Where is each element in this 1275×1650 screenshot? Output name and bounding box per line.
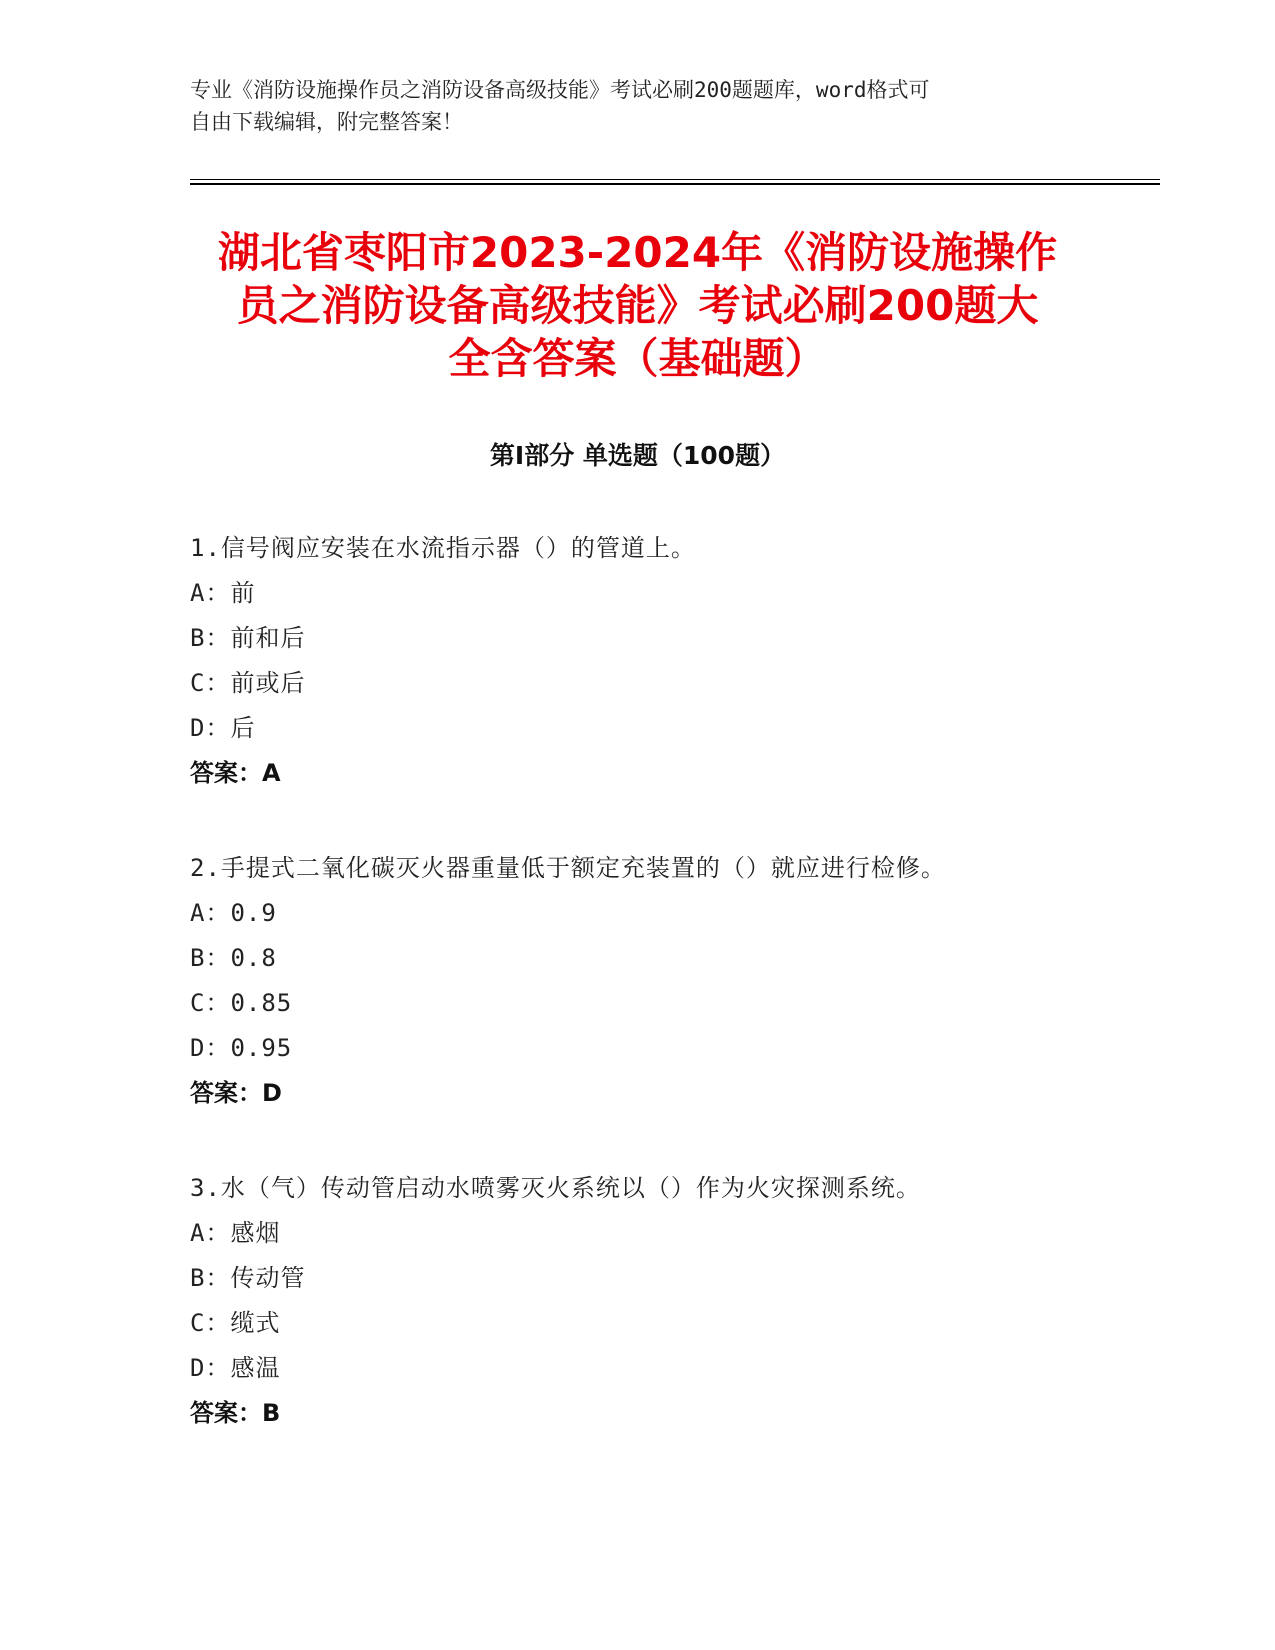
option-a: A：前: [190, 579, 256, 607]
question-2: [190, 852, 1090, 1109]
question-1: [190, 532, 1090, 789]
document-title-line-3: 全含答案（基础题）: [448, 334, 827, 383]
option-b: B：0.8: [190, 944, 277, 972]
document-title-line-1: 湖北省枣阳市2023-2024年《消防设施操作: [217, 228, 1058, 277]
header-note: [190, 74, 1070, 138]
option-d: D：后: [190, 714, 256, 742]
option-d: D：感温: [190, 1354, 281, 1382]
question-3: [190, 1172, 1090, 1429]
option-c: C：0.85: [190, 989, 293, 1017]
answer: 答案：A: [190, 759, 281, 787]
document-title-line-2: 员之消防设备高级技能》考试必刷200题大: [236, 281, 1039, 330]
option-a: A：0.9: [190, 899, 277, 927]
header-note-line-2: 自由下载编辑，附完整答案！: [190, 110, 463, 134]
option-c: C：缆式: [190, 1309, 281, 1337]
answer: 答案：B: [190, 1399, 281, 1427]
header-note-line-1: 专业《消防设施操作员之消防设备高级技能》考试必刷200题题库，word格式可: [190, 78, 930, 102]
header-divider-thick: [190, 183, 1160, 185]
option-a: A：感烟: [190, 1219, 281, 1247]
option-b: B：前和后: [190, 624, 306, 652]
document-title: [150, 226, 1125, 385]
option-b: B：传动管: [190, 1264, 306, 1292]
option-d: D：0.95: [190, 1034, 293, 1062]
question-stem: 1.信号阀应安装在水流指示器（）的管道上。: [190, 534, 696, 562]
section-title: 第Ⅰ部分 单选题（100题）: [489, 441, 786, 470]
answer: 答案：D: [190, 1079, 282, 1107]
question-stem: 3.水（气）传动管启动水喷雾灭火系统以（）作为火灾探测系统。: [190, 1174, 921, 1202]
question-stem: 2.手提式二氧化碳灭火器重量低于额定充装置的（）就应进行检修。: [190, 854, 946, 882]
header-divider-thin: [190, 179, 1160, 180]
option-c: C：前或后: [190, 669, 306, 697]
